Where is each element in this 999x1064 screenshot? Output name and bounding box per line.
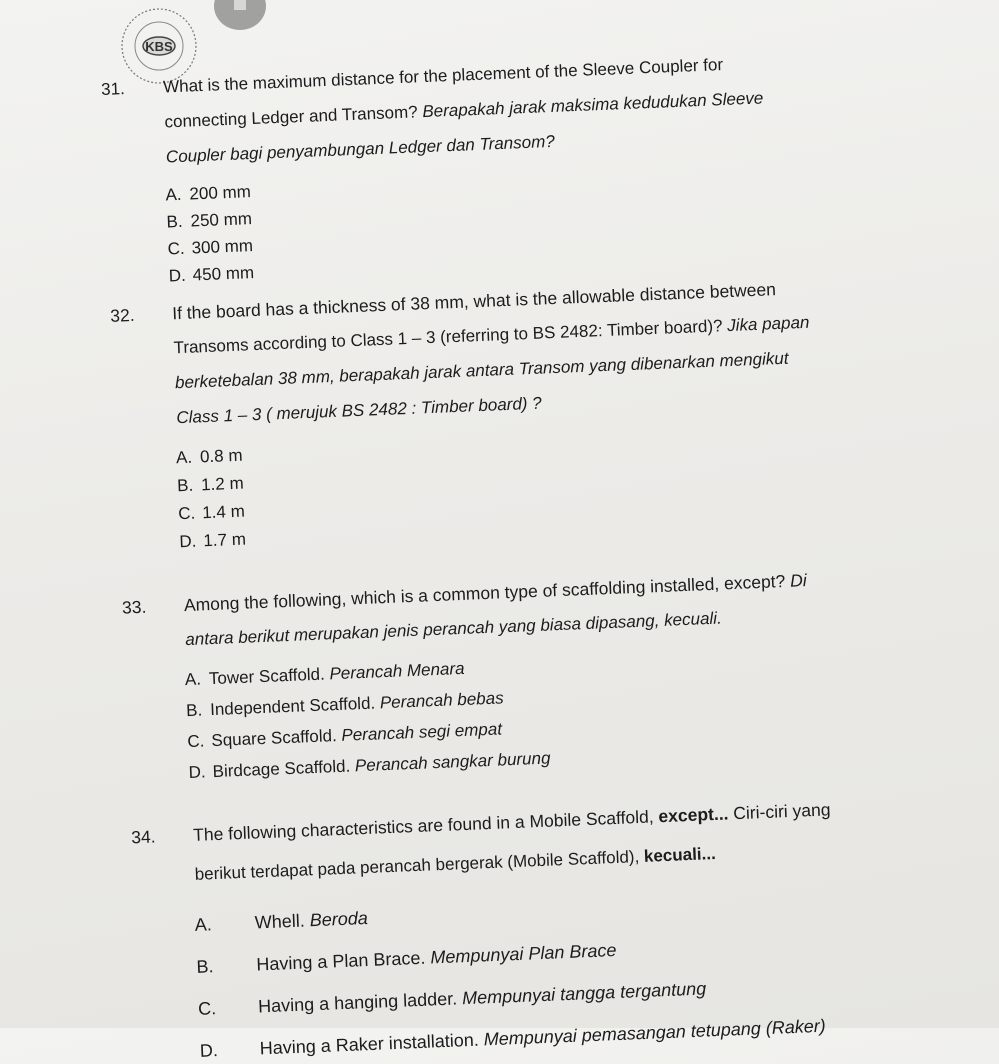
exam-sheet [100, 0, 920, 1061]
option-text-malay: Mempunyai Plan Brace [429, 940, 617, 968]
option-text: 1.2 m [200, 473, 245, 495]
option-text: 300 mm [191, 236, 254, 258]
option-text: Whell. [254, 910, 306, 933]
option-d [168, 263, 254, 286]
option-text: Independent Scaffold. [209, 693, 376, 720]
logo-text: KBS [145, 39, 173, 54]
question-34-line-1 [130, 799, 831, 848]
option-text: 450 mm [192, 263, 255, 285]
question-31-line-1 [100, 55, 724, 100]
option-label: D. [199, 1040, 219, 1061]
question-text-malay: berketebalan 38 mm, berapakah jarak antara Transom yang dibenarkan mengikut [174, 348, 789, 393]
question-text-emphasis: kecuali... [643, 843, 717, 866]
option-c [198, 978, 707, 1019]
question-text-malay: berikut terdapat pada perancah bergerak (Mobile Scaffold), [194, 847, 640, 884]
option-label: D. [179, 531, 197, 552]
option-label: A. [184, 669, 202, 690]
option-text-malay: Perancah bebas [379, 688, 504, 713]
question-text: If the board has a thickness of 38 mm, what is the allowable distance between [171, 279, 777, 324]
option-c [187, 719, 502, 752]
question-text-malay: Class 1 – 3 ( merujuk BS 2482 : Timber board) ? [176, 393, 543, 428]
question-text: Among the following, which is a common type of scaffolding installed, except? [183, 570, 786, 616]
question-text-malay: Ciri-ciri yang [732, 799, 831, 824]
option-b [196, 940, 617, 978]
question-31-line-2 [164, 88, 763, 132]
option-d [188, 749, 551, 784]
question-32-line-3 [175, 349, 789, 394]
question-number: 32. [109, 304, 135, 326]
option-label: A. [165, 184, 182, 205]
question-31-line-3 [166, 132, 556, 168]
question-text-malay: Di [789, 570, 808, 591]
option-label: B. [166, 211, 183, 232]
question-text-malay: Coupler bagi penyambungan Ledger dan Transom? [165, 131, 556, 167]
question-text-malay: Jika papan [726, 312, 810, 336]
question-32-line-4 [176, 394, 542, 429]
question-text: The following characteristics are found in a Mobile Scaffold, [192, 806, 654, 845]
option-c [178, 502, 245, 525]
option-label: C. [187, 731, 205, 752]
option-text-malay: Mempunyai tangga tergantung [461, 978, 707, 1009]
option-text: Birdcage Scaffold. [212, 756, 351, 782]
option-text: Having a Raker installation. [259, 1029, 480, 1059]
option-text: Having a Plan Brace. [256, 947, 426, 975]
option-c [167, 236, 253, 259]
option-text-malay: Perancah Menara [329, 658, 465, 684]
option-text-malay: Beroda [309, 907, 369, 931]
option-a [194, 908, 368, 936]
question-text-malay: Berapakah jarak maksima kedudukan Sleeve [421, 88, 764, 122]
option-label: D. [168, 265, 187, 286]
option-text: 0.8 m [199, 445, 243, 467]
option-a [165, 182, 251, 205]
question-number: 31. [100, 79, 126, 100]
option-label: B. [176, 475, 194, 496]
option-d [199, 1016, 826, 1062]
option-b [166, 209, 252, 232]
question-34-line-2 [194, 844, 716, 885]
question-text: What is the maximum distance for the placement of the Sleeve Coupler for [162, 55, 724, 97]
option-label: D. [188, 762, 207, 783]
option-text: 250 mm [190, 209, 253, 231]
option-label: B. [185, 700, 203, 721]
option-text-malay: Mempunyai pemasangan tetupang (Raker) [483, 1015, 827, 1050]
option-label: C. [197, 998, 217, 1019]
question-33-line-2 [185, 609, 722, 651]
option-text: 1.4 m [201, 501, 246, 523]
option-text-malay: Perancah segi empat [341, 719, 503, 745]
option-text: 1.7 m [203, 529, 247, 551]
option-b [177, 474, 244, 497]
option-label: A. [175, 447, 193, 468]
option-label: A. [194, 914, 213, 935]
option-text: Having a hanging ladder. [257, 988, 458, 1017]
option-b [186, 688, 504, 721]
option-text-malay: Perancah sangkar burung [354, 748, 551, 776]
question-number: 34. [130, 826, 156, 848]
option-text: Square Scaffold. [211, 726, 338, 751]
option-label: B. [196, 956, 214, 977]
question-text-malay: antara berikut merupakan jenis perancah yang biasa dipasang, kecuali. [184, 608, 723, 650]
option-a [176, 446, 243, 469]
option-label: C. [177, 503, 196, 524]
option-label: C. [167, 238, 186, 259]
option-a [185, 659, 465, 690]
option-text: Tower Scaffold. [208, 664, 326, 689]
question-text-emphasis: except... [658, 803, 729, 827]
option-text: 200 mm [189, 182, 252, 204]
option-d [179, 530, 246, 553]
question-number: 33. [121, 596, 147, 618]
question-text: connecting Ledger and Transom? [164, 102, 419, 132]
question-text: Transoms according to Class 1 – 3 (referring to BS 2482: Timber board)? [173, 316, 723, 358]
